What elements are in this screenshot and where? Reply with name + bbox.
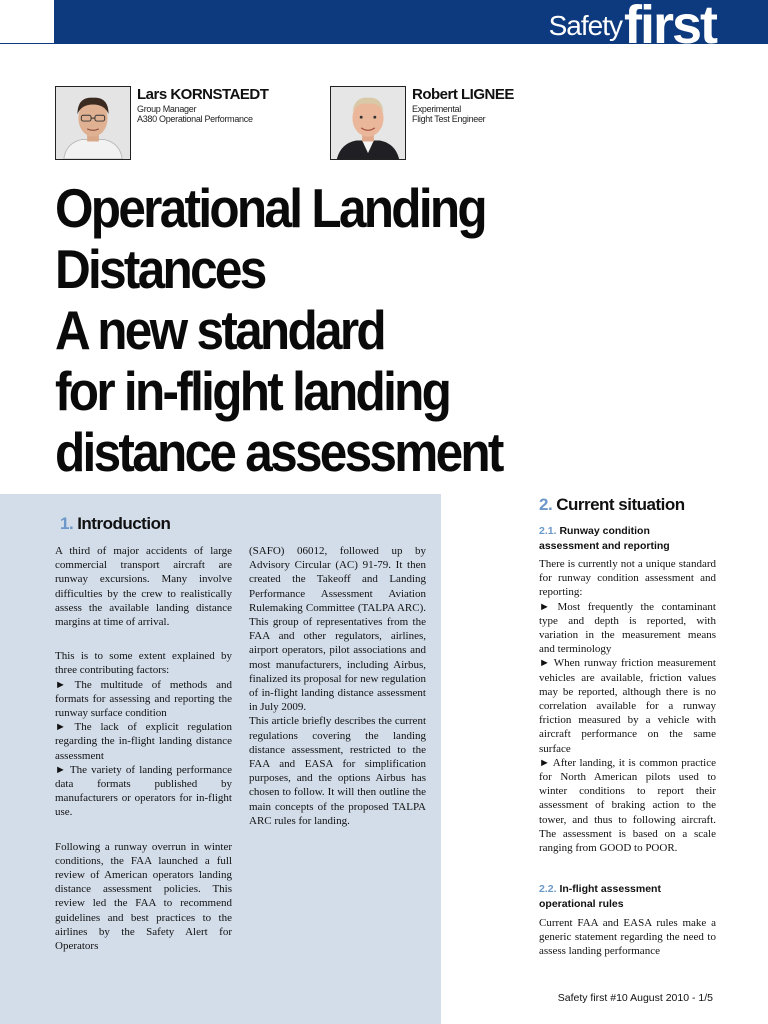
title-line-5: distance assessment [55,421,502,483]
author-2 [330,86,514,160]
intro-bullet: ► The multitude of methods and formats for assessing and reporting the runway surface condition [55,678,232,720]
section-2-heading [539,495,685,515]
header-rule [0,43,54,44]
subsection-2-2-heading [539,882,661,912]
intro-paragraph: This article briefly describes the current regulations covering the landing distance assessment, restricted to the FAA and EASA for simplification purposes, and the options Airbus has chosen to follow. It will then outline the main concepts of the proposed TALPA ARC rules for landing. [249,715,426,827]
logo-safety-text: Safety [548,10,622,41]
section-2-number: 2. [539,495,553,514]
inflight-rules-column [539,916,716,959]
author-2-role-line1: Experimental [412,104,461,114]
intro-column-2 [249,544,426,828]
author-2-photo [330,86,406,160]
intro-bullet: ► The lack of explicit regulation regarding the in-flight landing distance assessment [55,721,232,762]
portrait-1-icon [56,87,130,159]
subsection-2-2-number: 2.2. [539,883,557,895]
situation-paragraph: Current FAA and EASA rules make a generic statement regarding the need to assess landing performance [539,917,716,958]
title-line-3: A new standard [55,299,384,361]
title-line-1: Operational Landing [55,177,485,239]
intro-paragraph: Following a runway overrun in winter conditions, the FAA launched a full review of American operators landing distance assessment policies. This review led the FAA to recommend guidelines and best practices to the airlines by the Safety Alert for Operators [55,840,232,953]
author-1-name: Lars KORNSTAEDT [137,86,269,103]
title-line-4: for in-flight landing [55,360,450,422]
logo-first-text: first [623,0,716,55]
subsection-2-1-title-line2: assessment and reporting [539,540,670,552]
safety-first-logo [548,0,716,55]
author-1 [55,86,268,160]
intro-bullet: ► The variety of landing performance data formats published by manufacturers or operators for in-flight use. [55,763,232,819]
author-1-photo [55,86,131,160]
author-1-role-line1: Group Manager [137,104,197,114]
situation-paragraph: There is currently not a unique standard for runway condition assessment and reporting: [539,558,716,599]
situation-bullet: ► Most frequently the contaminant type and depth is reported, with variation in the measurement means and terminology [539,600,716,656]
subsection-2-2-title-line2: operational rules [539,898,624,910]
current-situation-column [539,557,716,855]
section-1-heading [60,514,170,534]
subsection-2-1-heading [539,524,670,554]
section-1-number: 1. [60,514,74,533]
situation-bullet: ► When runway friction measurement vehicles are available, friction values may be reported, although there is no correlation available for a runway friction measured by a vehicle with aircraft performance on the same surface [539,657,716,755]
situation-bullet: ► After landing, it is common practice for North American pilots used to winter conditions to report their assessment of braking action to the tower, and thus to following aircraft. The assessment is based on a scale ranging from GOOD to POOR. [539,756,716,855]
title-line-2: Distances [55,238,265,300]
intro-paragraph: (SAFO) 06012, followed up by Advisory Circular (AC) 91-79. It then created the Takeoff and Landing Performance Assessment Aviation Rulemaking Committee (TALPA ARC). This group of representatives from the FAA and other regulators, airlines, airport operators, pilot associations and most manufacturers, including Airbus, finalized its proposal for new regulation of in-flight landing distance assessment in July 2009. [249,545,426,714]
subsection-2-1-title-line1: Runway condition [559,525,650,537]
article-title [55,178,745,483]
author-2-name: Robert LIGNEE [412,86,514,103]
intro-column-1 [55,544,232,953]
section-2-title: Current situation [556,495,685,514]
intro-paragraph: A third of major accidents of large commercial transport aircraft are runway excursions. Many involve difficulties by the crew to realistically assess the available landing distance margins at time of arrival. [55,545,232,629]
subsection-2-2-title-line1: In-flight assessment [559,883,661,895]
author-1-role-line2: A380 Operational Performance [137,114,253,124]
intro-paragraph: This is to some extent explained by three contributing factors: [55,650,232,677]
section-1-title: Introduction [77,514,171,533]
subsection-2-1-number: 2.1. [539,525,557,537]
page-footer: Safety first #10 August 2010 - 1/5 [557,992,713,1004]
author-2-role-line2: Flight Test Engineer [412,114,486,124]
portrait-2-icon [331,87,405,159]
